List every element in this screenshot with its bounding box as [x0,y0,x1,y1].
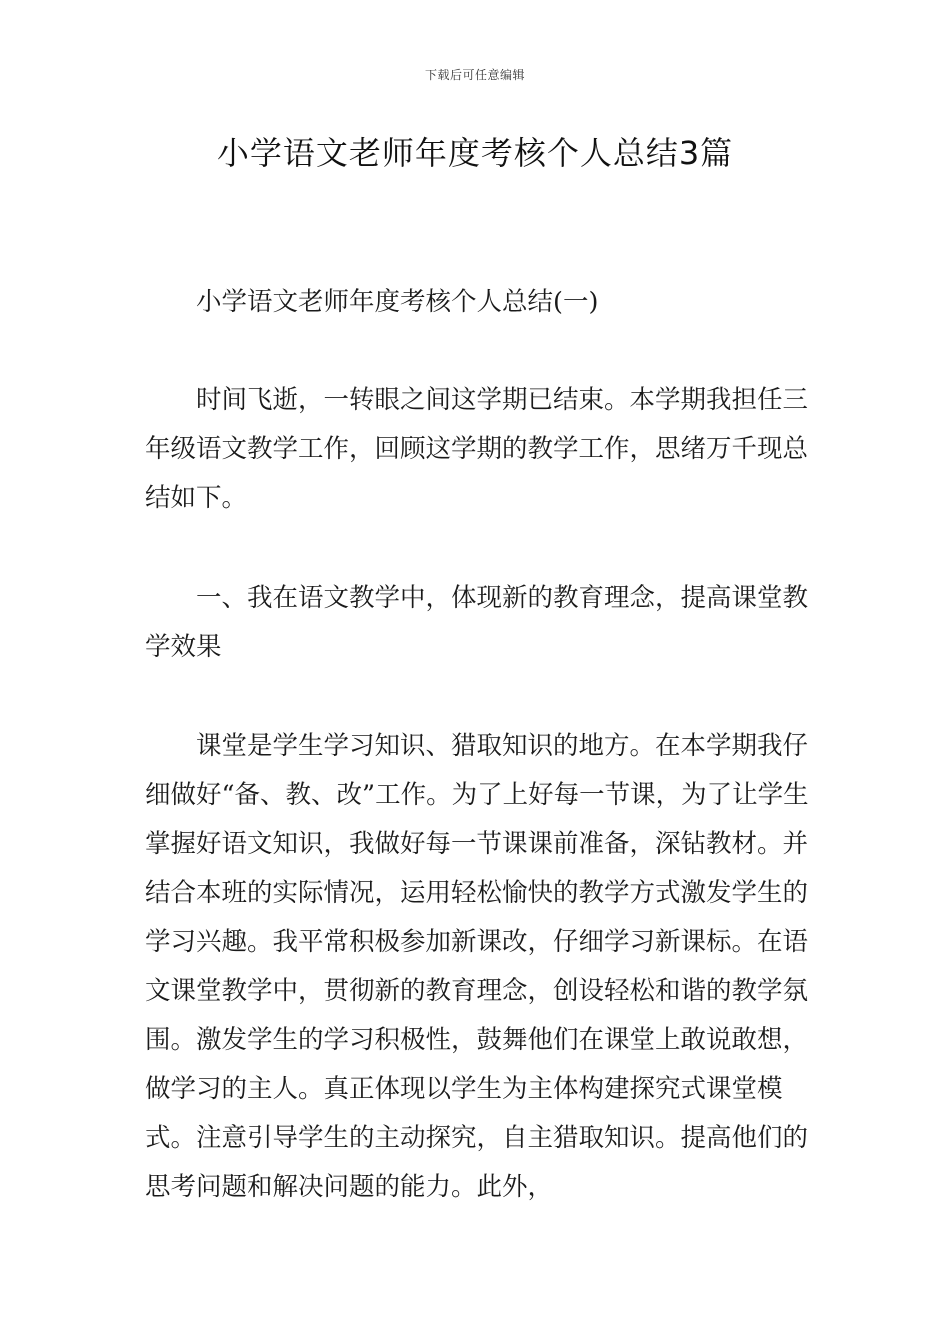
section-heading-text: 一、我在语文教学中，体现新的教育理念，提高课堂教学效果 [145,583,809,662]
paragraph-intro [145,376,810,523]
section-subtitle [145,278,810,327]
paragraph-text: 时间飞逝，一转眼之间这学期已结束。本学期我担任三年级语文教学工作，回顾这学期的教学工作，思绪万千现总结如下。 [145,385,809,513]
document-title: 小学语文老师年度考核个人总结3篇 [216,134,734,172]
paragraph-classroom [145,722,810,1212]
paragraph-text: 课堂是学生学习知识、猎取知识的地方。在本学期我仔细做好“备、教、改”工作。为了上好每一节课，为了让学生掌握好语文知识，我做好每一节课课前准备，深钻教材。并结合本班的实际情况，运用轻松愉快的教学方式激发学生的学习兴趣。我平常积极参加新课改，仔细学习新课标。在语文课堂教学中，贯彻新的教育理念，创设轻松和谐的教学氛围。激发学生的学习积极性，鼓舞他们在课堂上敢说敢想，做学习的主人。真正体现以学生为主体构建探究式课堂模式。注意引导学生的主动探究，自主猎取知识。提高他们的思考问题和解决问题的能力。此外， [145,731,809,1202]
header-note: 下载后可任意编辑 [424,68,525,82]
section-heading [145,574,810,672]
subtitle-text: 小学语文老师年度考核个人总结(一) [196,287,599,317]
